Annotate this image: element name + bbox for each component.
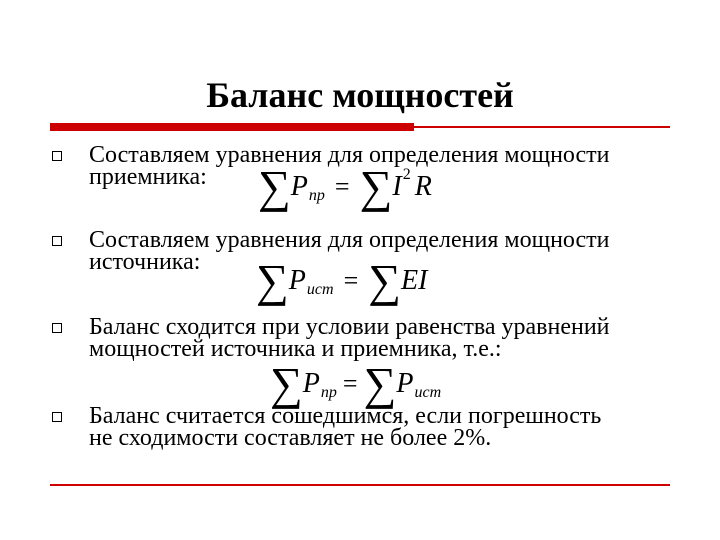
item-line: мощностей источника и приемника, т.е.: — [89, 336, 502, 362]
formula-var: I — [392, 171, 402, 202]
bullet-icon — [52, 412, 62, 422]
item-line: Составляем уравнения для определения мощности — [89, 227, 610, 253]
item-line: источника: — [89, 249, 201, 275]
formula-var: R — [414, 171, 432, 202]
bullet-icon — [52, 151, 62, 161]
formula-var: P — [290, 171, 308, 202]
equals-sign: = — [343, 266, 359, 295]
item-line: Баланс считается сошедшимся, если погрешность — [89, 403, 602, 429]
formula-superscript: 2 — [402, 166, 411, 183]
bullet-icon — [52, 236, 62, 246]
sum-symbol: ∑ — [359, 161, 393, 212]
item-line: не сходимости составляет не более 2%. — [89, 425, 492, 451]
sum-symbol: ∑ — [270, 358, 303, 409]
page-title: Баланс мощностей — [206, 75, 514, 115]
formula-subscript: ист — [306, 281, 334, 298]
bottom-rule — [50, 484, 670, 486]
formula-var: P — [396, 368, 414, 399]
formula-source-power — [256, 255, 428, 306]
title-rule-thin — [50, 126, 670, 128]
formula-power-balance — [270, 358, 442, 409]
list-item — [89, 405, 689, 449]
formula-var: P — [302, 368, 320, 399]
formula-subscript: ист — [414, 384, 442, 401]
formula-subscript: пр — [320, 384, 337, 401]
formula-subscript: пр — [308, 187, 325, 204]
formula-var: EI — [401, 265, 428, 296]
equals-sign: = — [334, 172, 350, 201]
item-line: приемника: — [89, 164, 207, 190]
sum-symbol: ∑ — [258, 161, 291, 212]
equals-sign: = — [342, 369, 358, 398]
sum-symbol: ∑ — [368, 255, 402, 306]
sum-symbol: ∑ — [363, 358, 397, 409]
item-line: Баланс сходится при условии равенства уравнений — [89, 314, 610, 340]
list-item — [89, 316, 689, 360]
formula-receiver-power — [258, 161, 432, 212]
item-line: Составляем уравнения для определения мощности — [89, 142, 610, 168]
bullet-icon — [52, 323, 62, 333]
sum-symbol: ∑ — [256, 255, 289, 306]
formula-var: P — [288, 265, 306, 296]
